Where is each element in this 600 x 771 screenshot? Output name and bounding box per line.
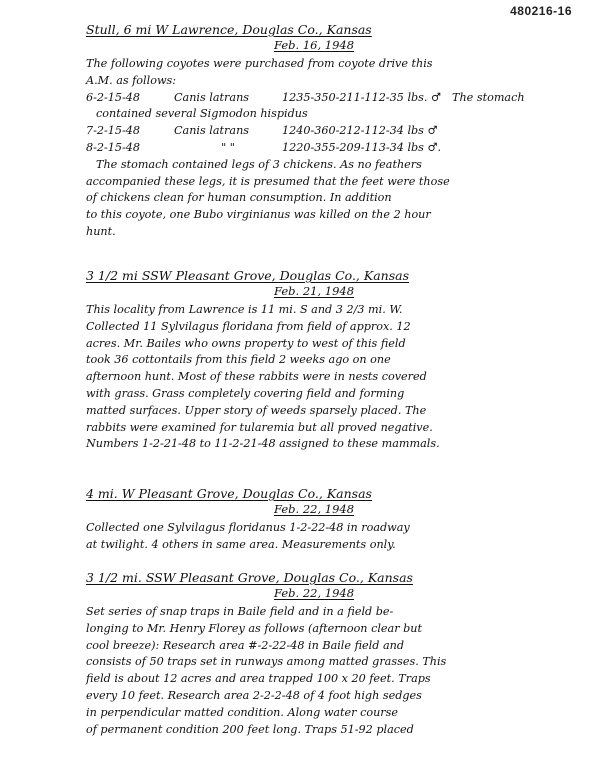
entry-text-line: acres. Mr. Bailes who owns property to west of this field xyxy=(86,336,406,350)
entry-text-line: took 36 cottontails from this field 2 weeks ago on one xyxy=(86,353,391,367)
entry-text-line: contained several Sigmodon hispidus xyxy=(96,107,308,121)
specimen-species: Canis latrans xyxy=(174,124,250,138)
entry-date: Feb. 22, 1948 xyxy=(274,586,355,600)
entry-text-line: hunt. xyxy=(86,224,116,238)
journal-entry-pleasant-grove-feb22-b xyxy=(86,570,570,738)
specimen-species: Canis latrans xyxy=(174,90,250,104)
entry-text-line: Set series of snap traps in Baile field and in a field be- xyxy=(86,605,394,618)
entry-text-line: field is about 12 acres and area trapped 100 x 20 feet. Traps xyxy=(86,672,431,686)
entry-text-line: afternoon hunt. Most of these rabbits were in nests covered xyxy=(86,370,427,384)
specimen-species-ditto: " " xyxy=(221,140,235,154)
entry-text-line: every 10 feet. Research area 2-2-2-48 of 4 foot high sedges xyxy=(86,688,422,702)
entry-text-line: consists of 50 traps set in runways among matted grasses. This xyxy=(86,655,447,669)
entry-text-line: of chickens clean for human consumption. In addition xyxy=(86,191,392,205)
entry-text-line: accompanied these legs, it is presumed that the feet were those xyxy=(86,174,450,188)
specimen-row xyxy=(86,90,570,107)
specimen-number: 7-2-15-48 xyxy=(86,124,141,138)
entry-date: Feb. 22, 1948 xyxy=(274,502,355,516)
entry-date: Feb. 21, 1948 xyxy=(274,284,355,298)
entry-heading: Stull, 6 mi W Lawrence, Douglas Co., Kansas xyxy=(86,22,372,37)
entry-text-line: This locality from Lawrence is 11 mi. S and 3 2/3 mi. W. xyxy=(86,303,403,316)
page-id: 480216-16 xyxy=(510,4,572,18)
entry-text-line: The following coyotes were purchased from coyote drive this xyxy=(86,57,433,70)
entry-date: Feb. 16, 1948 xyxy=(274,38,355,52)
specimen-measurements: 1240-360-212-112-34 lbs ♂ xyxy=(282,124,438,138)
specimen-measurements: 1235-350-211-112-35 lbs. ♂ xyxy=(282,90,442,104)
journal-entry-pleasant-grove-feb22-a xyxy=(86,486,570,554)
entry-heading: 3 1/2 mi SSW Pleasant Grove, Douglas Co., Kansas xyxy=(86,268,409,283)
entry-text-line: at twilight. 4 others in same area. Measurements only. xyxy=(86,537,396,551)
entry-text-line: to this coyote, one Bubo virginianus was killed on the 2 hour xyxy=(86,208,431,222)
journal-entry-pleasant-grove-feb21 xyxy=(86,268,570,453)
specimen-number: 6-2-15-48 xyxy=(86,90,141,104)
entry-text-line: cool breeze): Research area #-2-22-48 in Baile field and xyxy=(86,638,404,652)
entry-text-line: of permanent condition 200 feet long. Traps 51-92 placed xyxy=(86,722,414,736)
entry-heading: 4 mi. W Pleasant Grove, Douglas Co., Kansas xyxy=(86,486,372,501)
entry-heading: 3 1/2 mi. SSW Pleasant Grove, Douglas Co., Kansas xyxy=(86,570,413,585)
entry-text-line: in perpendicular matted condition. Along water course xyxy=(86,705,398,719)
entry-text-line: Collected 11 Sylvilagus floridana from field of approx. 12 xyxy=(86,319,411,333)
entry-text-line: The stomach contained legs of 3 chickens. As no feathers xyxy=(96,157,422,171)
specimen-note: The stomach xyxy=(452,90,525,104)
entry-text-line: Collected one Sylvilagus floridanus 1-2-22-48 in roadway xyxy=(86,521,410,534)
specimen-row xyxy=(86,140,570,157)
entry-text-line: A.M. as follows: xyxy=(86,73,177,87)
entry-text-line: Numbers 1-2-21-48 to 11-2-21-48 assigned to these mammals. xyxy=(86,437,440,451)
entry-text-line: matted surfaces. Upper story of weeds sparsely placed. The xyxy=(86,403,427,417)
specimen-number: 8-2-15-48 xyxy=(86,140,141,154)
entry-text-line: longing to Mr. Henry Florey as follows (afternoon clear but xyxy=(86,621,422,635)
specimen-measurements: 1220-355-209-113-34 lbs ♂. xyxy=(282,140,442,154)
journal-entry-stull xyxy=(86,22,570,241)
entry-text-line: with grass. Grass completely covering field and forming xyxy=(86,386,405,400)
specimen-row xyxy=(86,123,570,140)
entry-text-line: rabbits were examined for tularemia but all proved negative. xyxy=(86,420,433,434)
